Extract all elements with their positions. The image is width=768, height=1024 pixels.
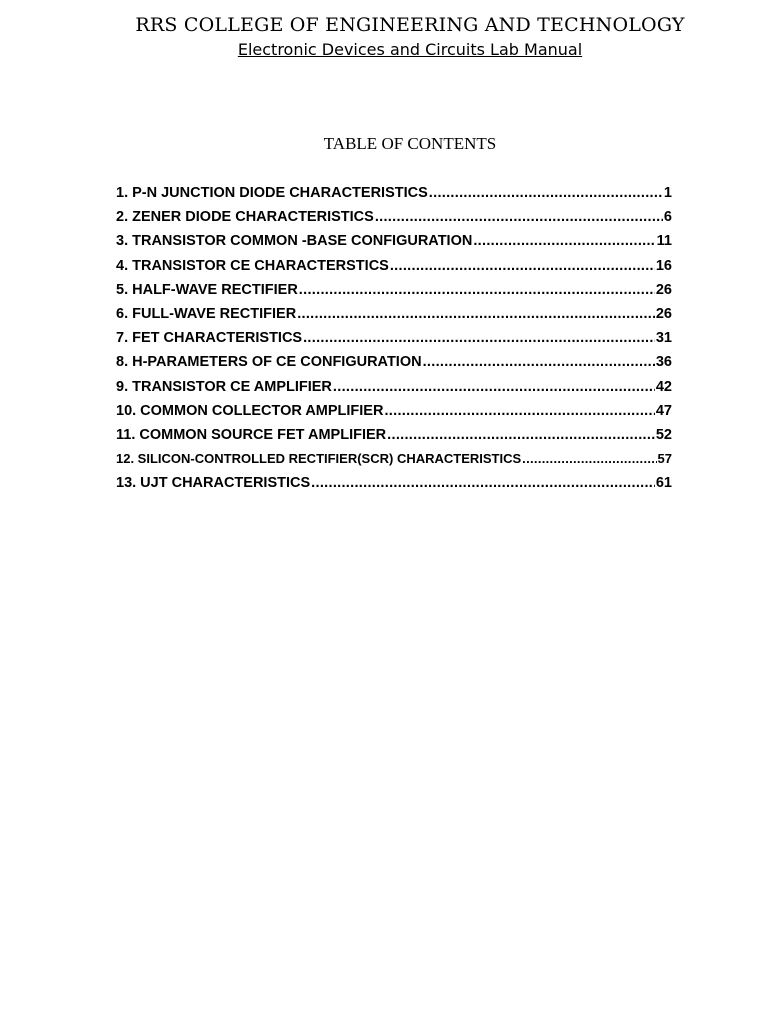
toc-entry-title: 8. H-PARAMETERS OF CE CONFIGURATION: [116, 354, 422, 371]
toc-entry-title: 9. TRANSISTOR CE AMPLIFIER: [116, 378, 332, 395]
toc-entry[interactable]: [116, 208, 672, 232]
toc-entry[interactable]: [116, 232, 672, 256]
toc-dot-leader: [429, 184, 663, 202]
toc-entry[interactable]: [116, 305, 672, 329]
toc-dot-leader: [333, 378, 655, 396]
college-name: RRS COLLEGE OF ENGINEERING AND TECHNOLOGY: [135, 14, 685, 36]
toc-entry-title: 1. P-N JUNCTION DIODE CHARACTERISTICS: [116, 185, 428, 201]
toc-entry-page: 26: [655, 305, 672, 322]
toc-dot-leader: [387, 426, 655, 444]
toc-entry-title: 13. UJT CHARACTERISTICS: [116, 475, 311, 492]
toc-entry-page: 42: [655, 378, 672, 395]
toc-entry-page: 52: [655, 426, 672, 443]
toc-dot-leader: [423, 353, 655, 371]
toc-entry[interactable]: [116, 450, 672, 474]
toc-entry-page: 31: [655, 330, 672, 347]
toc-dot-leader: [311, 474, 655, 492]
toc-dot-leader: [297, 305, 655, 323]
toc-dot-leader: [384, 402, 654, 420]
toc-entry-title: 6. FULL-WAVE RECTIFIER: [116, 305, 297, 322]
toc-entry-page: 16: [655, 257, 672, 274]
toc-dot-leader: [522, 450, 656, 468]
toc-dot-leader: [303, 329, 655, 347]
toc-entry-page: 1: [663, 185, 672, 201]
toc-entry-page: 57: [657, 451, 672, 467]
toc-entry-title: 10. COMMON COLLECTOR AMPLIFIER: [116, 402, 384, 419]
toc-dot-leader: [390, 257, 655, 275]
toc-entry-title: 4. TRANSISTOR CE CHARACTERSTICS: [116, 257, 389, 274]
toc-entry[interactable]: [116, 426, 672, 450]
manual-title: Electronic Devices and Circuits Lab Manual: [237, 40, 583, 59]
toc-entry[interactable]: [116, 281, 672, 305]
toc-entry-title: 2. ZENER DIODE CHARACTERISTICS: [116, 209, 374, 226]
toc-entry[interactable]: [116, 474, 672, 498]
toc-entry-title: 7. FET CHARACTERISTICS: [116, 330, 303, 347]
toc-entry-page: 26: [655, 281, 672, 298]
toc-dot-leader: [375, 208, 663, 226]
toc-dot-leader: [299, 281, 655, 299]
toc-entry[interactable]: [116, 402, 672, 426]
toc-entry[interactable]: [116, 257, 672, 281]
toc-entry-title: 5. HALF-WAVE RECTIFIER: [116, 281, 298, 298]
toc-entry[interactable]: [116, 184, 672, 208]
toc-entry[interactable]: [116, 353, 672, 377]
toc-entry-page: 36: [655, 354, 672, 371]
toc-entry-page: 47: [655, 402, 672, 419]
toc-heading: TABLE OF CONTENTS: [323, 134, 497, 153]
toc-entry[interactable]: [116, 329, 672, 353]
toc-entry-title: 12. SILICON-CONTROLLED RECTIFIER(SCR) CHARACTERISTICS: [116, 451, 522, 467]
toc-entry-title: 3. TRANSISTOR COMMON -BASE CONFIGURATION: [116, 233, 473, 250]
toc-entry-page: 6: [663, 209, 672, 226]
toc-entry-title: 11. COMMON SOURCE FET AMPLIFIER: [116, 426, 387, 443]
toc-entry-page: 11: [656, 233, 672, 250]
toc-list: [116, 184, 672, 498]
toc-entry[interactable]: [116, 378, 672, 402]
toc-entry-page: 61: [655, 475, 672, 492]
toc-dot-leader: [473, 232, 655, 250]
